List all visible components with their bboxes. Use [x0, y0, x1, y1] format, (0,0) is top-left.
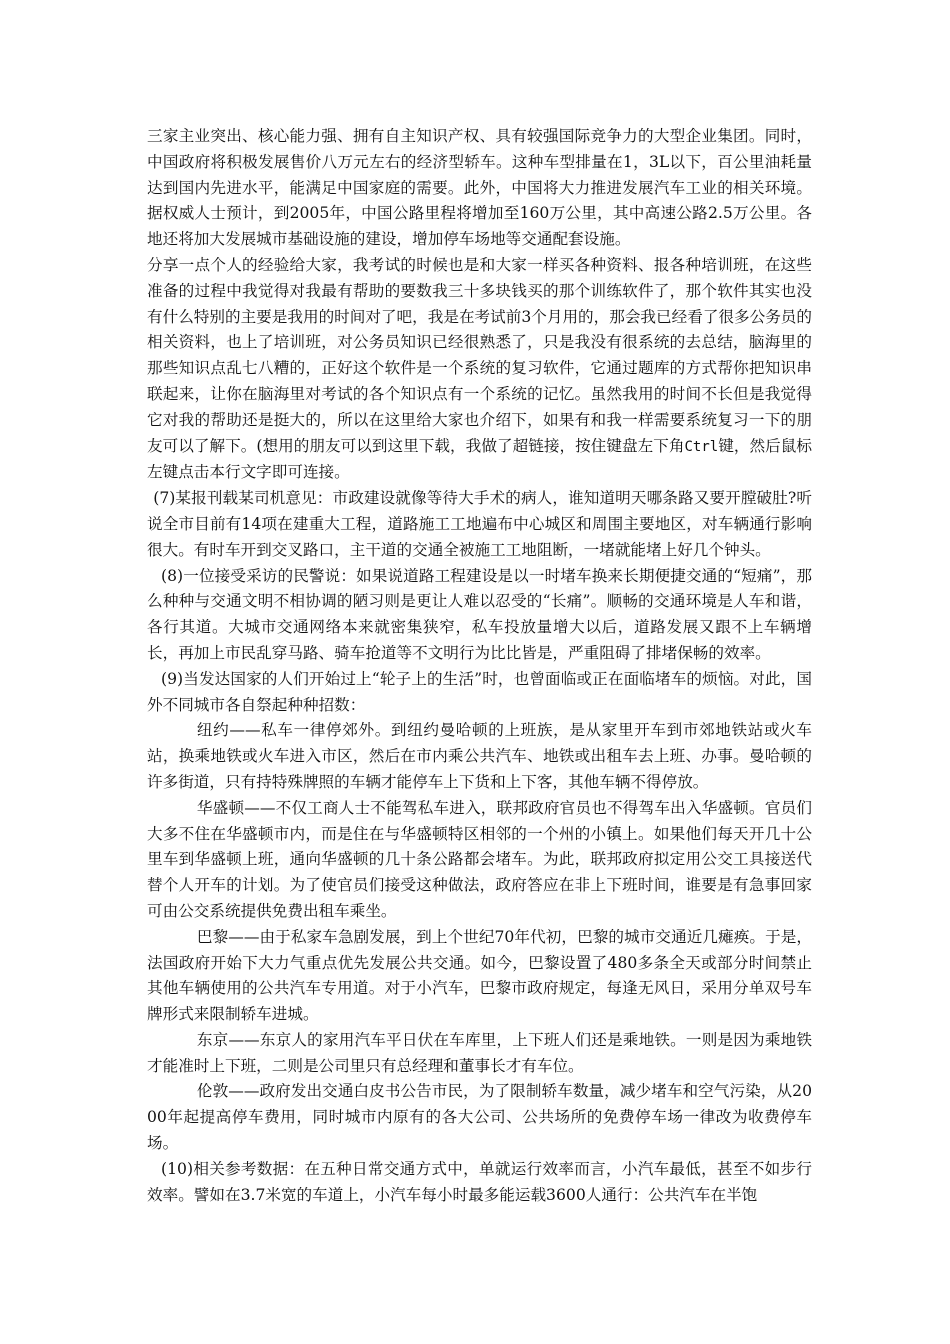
experience-text: 分享一点个人的经验给大家，我考试的时候也是和大家一样买各种资料、报各种培训班，在这些准备的过程中我觉得对我最有帮助的要数我三十多块钱买的那个训练软件了，那个软件其实也没有什么特别的主要是我用的时间对了吧，我是在考试前3个月用的，那会我已经看了很多公务员的相关资料，也上了培训班，对公务员知识已经很熟悉了，只是我没有很系统的去总结，脑海里的那些知识点乱七八糟的，正好这个软件是一个系统的复习软件，它通过题库的方式帮你把知识串联起来，让你在脑海里对考试的各个知识点有一个系统的记忆。虽然我用的时间不长但是我觉得它对我的帮助还是挺大的，所以在这里给大家也介绍下，如果有和我一样需要系统复习一下的朋友可以了解下。(想用的朋友可以到这里下载，我做了超链接，按住键盘左下角 [147, 255, 812, 455]
paragraph-paris: 巴黎——由于私家车急剧发展，到上个世纪70年代初，巴黎的城市交通近几瘫痪。于是，法国政府开始下大力气重点优先发展公共交通。如今，巴黎设置了480多条全天或部分时间禁止其他车辆使用的公共汽车专用道。对于小汽车，巴黎市政府规定，每逢无风日，采用分单双号车牌形式来限制轿车进城。 [147, 927, 812, 1024]
paragraph-industry-policy: 三家主业突出、核心能力强、拥有自主知识产权、具有较强国际竞争力的大型企业集团。同时，中国政府将积极发展售价八万元左右的经济型轿车。这种车型排量在1，3L以下，百公里油耗量达到国内先进水平，能满足中国家庭的需要。此外，中国将大力推进发展汽车工业的相关环境。据权威人士预计，到2005年，中国公路里程将增加至160万公里，其中高速公路2.5万公里。各地还将加大发展城市基础设施的建设，增加停车场地等交通配套设施。 [147, 127, 812, 249]
paragraph-9-foreign-cities: (9)当发达国家的人们开始过上“轮子上的生活”时，也曾面临或正在面临堵车的烦恼。对此，国外不同城市各自祭起种种招数： [147, 669, 812, 714]
paragraph-washington: 华盛顿——不仅工商人士不能驾私车进入，联邦政府官员也不得驾车出入华盛顿。官员们大多不住在华盛顿市内，而是住在与华盛顿特区相邻的一个州的小镇上。如果他们每天开几十公里车到华盛顿上班，通向华盛顿的几十条公路都会堵车。为此，联邦政府拟定用公交工具接送代替个人开车的计划。为了使官员们接受这种做法，政府答应在非上下班时间，谁要是有急事回家可由公交系统提供免费出租车乘坐。 [147, 798, 812, 920]
experience-link-text[interactable]: 键，然后鼠标左键点击本行文字即可连接。 [147, 436, 812, 482]
paragraph-8-police-interview: (8)一位接受采访的民警说：如果说道路工程建设是以一时堵车换来长期便捷交通的“短痛”，那么种种与交通文明不相协调的陋习则是更让人难以忍受的“长痛”。顺畅的交通环境是人车和谐，各行其道。大城市交通网络本来就密集狭窄，私车投放量增大以后，道路发展又跟不上车辆增长，再加上市民乱穿马路、骑车抢道等不文明行为比比皆是，严重阻碍了排堵保畅的效率。 [147, 566, 812, 662]
paragraph-new-york: 纽约——私车一律停郊外。到纽约曼哈顿的上班族，是从家里开车到市郊地铁站或火车站，换乘地铁或火车进入市区，然后在市内乘公共汽车、地铁或出租车去上班、办事。曼哈顿的许多街道，只有持特殊牌照的车辆才能停车上下货和上下客，其他车辆不得停放。 [147, 721, 812, 791]
paragraph-london: 伦敦——政府发出交通白皮书公告市民，为了限制轿车数量，减少堵车和空气污染，从2000年起提高停车费用，同时城市内原有的各大公司、公共场所的免费停车场一律改为收费停车场。 [147, 1082, 812, 1153]
ctrl-key-label: Ctrl [684, 438, 719, 455]
paragraph-tokyo: 东京——东京人的家用汽车平日伏在车库里，上下班人们还是乘地铁。一则是因为乘地铁才能准时上下班，二则是公司里只有总经理和董事长才有车位。 [147, 1030, 812, 1075]
paragraph-7-driver-opinion: (7)某报刊载某司机意见：市政建设就像等待大手术的病人，谁知道明天哪条路又要开膛破肚?听说全市目前有14项在建重大工程，道路施工工地遍布中心城区和周围主要地区，对车辆通行影响很大。有时车开到交叉路口，主干道的交通全被施工工地阻断，一堵就能堵上好几个钟头。 [147, 489, 812, 559]
paragraph-10-reference-data: (10)相关参考数据：在五种日常交通方式中，单就运行效率而言，小汽车最低，甚至不如步行效率。譬如在3.7米宽的车道上，小汽车每小时最多能运载3600人通行：公共汽车在半饱 [147, 1159, 812, 1204]
paragraph-personal-experience[interactable] [147, 253, 812, 486]
document-body [147, 124, 812, 1208]
